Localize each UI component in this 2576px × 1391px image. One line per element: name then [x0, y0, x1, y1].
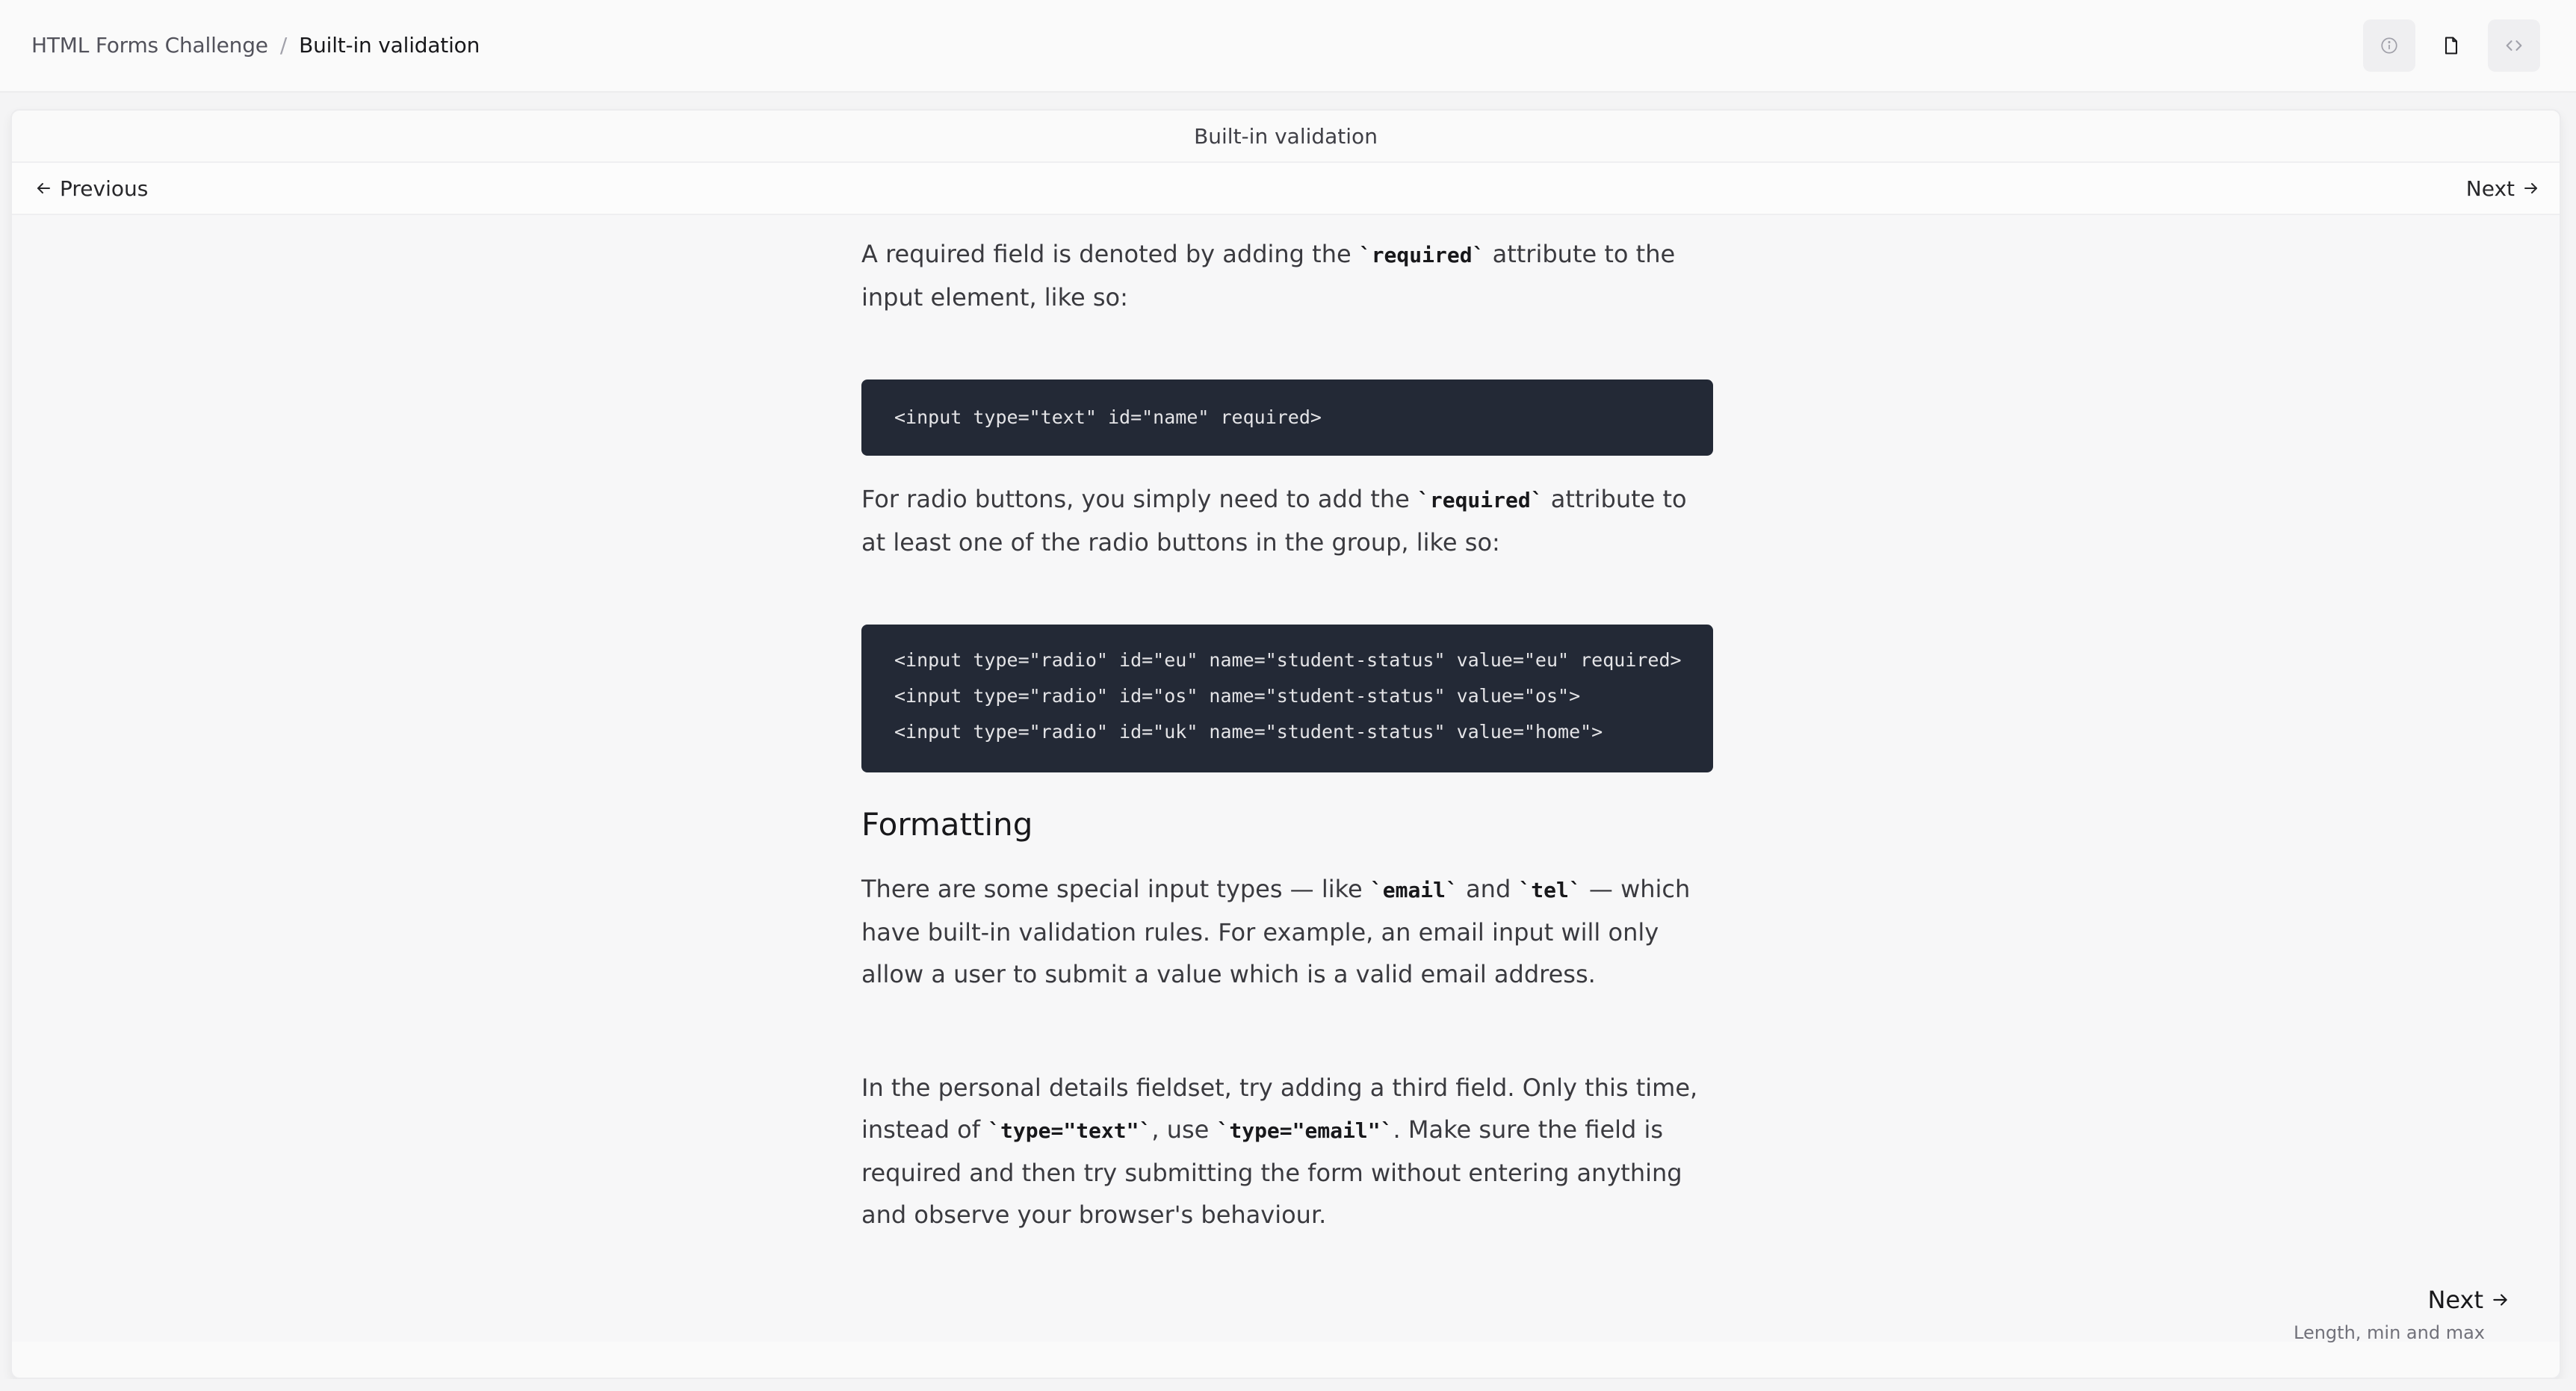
- text: — which have built-in validation rules. For example, an email input will only allow a user to submit a value which is a valid email address.: [861, 875, 1691, 988]
- inline-code: `tel`: [1518, 878, 1582, 902]
- inline-code: `required`: [1358, 243, 1485, 267]
- text: . Make sure the field is required and then try submitting the form without entering anything and observe your browser's behaviour.: [861, 1115, 1682, 1229]
- inline-code: `email`: [1369, 878, 1458, 902]
- text: , use: [1151, 1115, 1217, 1144]
- text: attribute to at least one of the radio buttons in the group, like so:: [861, 485, 1687, 557]
- text: There are some special input types — like: [861, 875, 1370, 903]
- paragraph: [861, 868, 1713, 995]
- code-line: <input type="radio" id="uk" name="student-status" value="home">: [894, 721, 1603, 743]
- next-label: Next: [2465, 176, 2515, 201]
- paragraph: [861, 1067, 1713, 1236]
- footer-next-label: Next: [2427, 1286, 2483, 1314]
- breadcrumb-current: Built-in validation: [299, 32, 480, 58]
- bottom-edge: [0, 1379, 2576, 1391]
- paragraph: [861, 233, 1713, 318]
- text: For radio buttons, you simply need to add the: [861, 485, 1417, 513]
- lesson-content: [12, 215, 2560, 1342]
- footer-next: [2286, 1282, 2510, 1318]
- code-icon: [2504, 35, 2524, 56]
- breadcrumb-separator: /: [279, 32, 288, 58]
- code-line: <input type="radio" id="eu" name="student-status" value="eu" required>: [894, 649, 1682, 671]
- code-line: <input type="text" id="name" required>: [894, 406, 1322, 428]
- paragraph: [861, 478, 1713, 563]
- code-line: <input type="radio" id="os" name="student-status" value="os">: [894, 685, 1581, 707]
- inline-code: `type="email"`: [1216, 1118, 1393, 1143]
- previous-button[interactable]: [34, 173, 148, 203]
- previous-label: Previous: [60, 176, 149, 201]
- footer-next-subtitle: Length, min and max: [2294, 1322, 2485, 1343]
- next-button-top[interactable]: [2466, 173, 2540, 203]
- inline-code: `required`: [1417, 488, 1544, 512]
- panel-title: Built-in validation: [12, 111, 2560, 163]
- lesson-nav: [12, 163, 2560, 215]
- arrow-left-icon: [34, 179, 52, 197]
- file-button[interactable]: [2425, 19, 2477, 72]
- code-block: [861, 625, 1713, 772]
- file-icon: [2441, 35, 2462, 56]
- top-header: [0, 0, 2576, 93]
- text: In the personal details fieldset, try adding a third field. Only this time, instead of: [861, 1074, 1698, 1144]
- inline-code: `type="text"`: [988, 1118, 1152, 1143]
- text: and: [1458, 875, 1519, 903]
- lesson-panel: [10, 109, 2561, 1379]
- info-button[interactable]: [2363, 19, 2415, 72]
- arrow-right-icon: [2522, 179, 2540, 197]
- text: attribute to the input element, like so:: [861, 240, 1676, 312]
- text: A required field is denoted by adding the: [861, 240, 1359, 268]
- arrow-right-icon: [2491, 1290, 2510, 1310]
- info-icon: [2380, 36, 2399, 55]
- next-lesson-link[interactable]: [2286, 1282, 2510, 1349]
- section-heading: Formatting: [861, 806, 1033, 843]
- breadcrumb: [31, 28, 480, 61]
- code-block: [861, 379, 1713, 456]
- code-button[interactable]: [2488, 19, 2540, 72]
- breadcrumb-parent-link[interactable]: HTML Forms Challenge: [31, 32, 268, 58]
